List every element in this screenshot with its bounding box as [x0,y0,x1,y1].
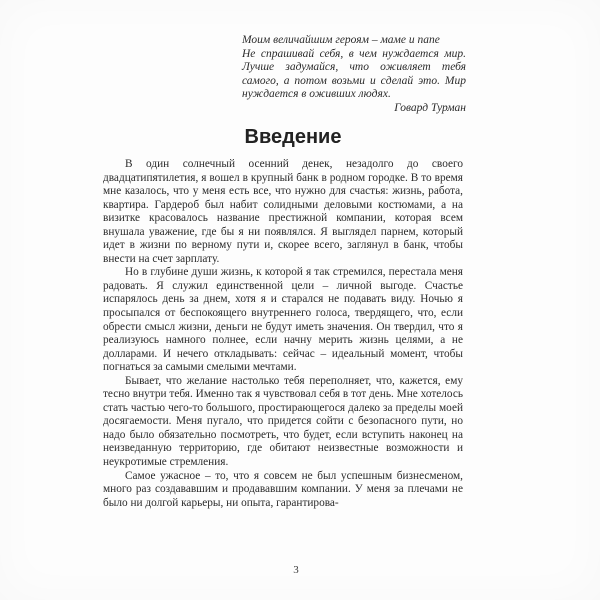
paragraph-4: Самое ужасное – то, что я совсем не был успешным бизнесменом, много раз создававшим и продававшим компании. У меня за плечами не было ни долгой карьеры, ни опыта, гарантирова- [103,469,463,509]
epigraph-dedication: Моим величайшим героям – маме и папе [242,34,440,46]
epigraph-attribution: Говард Турман [394,101,466,114]
paragraph-3: Бывает, что желание настолько тебя переполняет, что, кажется, ему тесно внутри тебя. Именно так я чувствовал себя в тот день. Мне хотелось стать частью чего-то большого, простирающегося далеко за пределы моей досягаемости. Меня пугало, что придется сойти с безопасного пути, но надо было обязательно посмотреть, что будет, если вступить наконец на неизведанную территорию, где обитают неизвестные возможности и неукротимые стремления. [103,374,463,469]
page-number: 3 [293,564,299,576]
paragraph-1: В один солнечный осенний денек, незадолго до своего двадцатипятилетия, я вошел в крупный банк в родном городке. В то время мне казалось, что у меня есть все, что нужно для счастья: жизнь, работа, квартира. Гардероб был набит солидными деловыми костюмами, а на визитке красовалось название престижной компании, которая всем внушала уважение, где бы я ни появлялся. Я выглядел парнем, который идет в жизни по верному пути и, скорее всего, заглянул в банк, чтобы внести на счет зарплату. [103,158,463,265]
epigraph [242,34,466,115]
chapter-heading: Введение [244,126,342,148]
body-text [103,158,463,510]
paragraph-2: Но в глубине души жизнь, к которой я так стремился, перестала меня радовать. Я служил единственной цели – личной выгоде. Счастье испарялось день за днем, хотя я и старался не подавать виду. Ночью я просыпался от беспокоящего внутреннего голоса, твердящего, что, если обрести смысл жизни, деньги не будут иметь значения. Он твердил, что я реализуюсь намного полнее, если начну мерить жизнь целями, а не долларами. И нечего откладывать: сейчас – идеальный момент, чтобы погнаться за самыми смелыми мечтами. [103,266,463,374]
epigraph-quote: Не спрашивай себя, в чем нуждается мир. Лучше задумайся, что оживляет тебя самого, а потом возьми и сделай это. Мир нуждается в оживших людях. [242,47,466,100]
